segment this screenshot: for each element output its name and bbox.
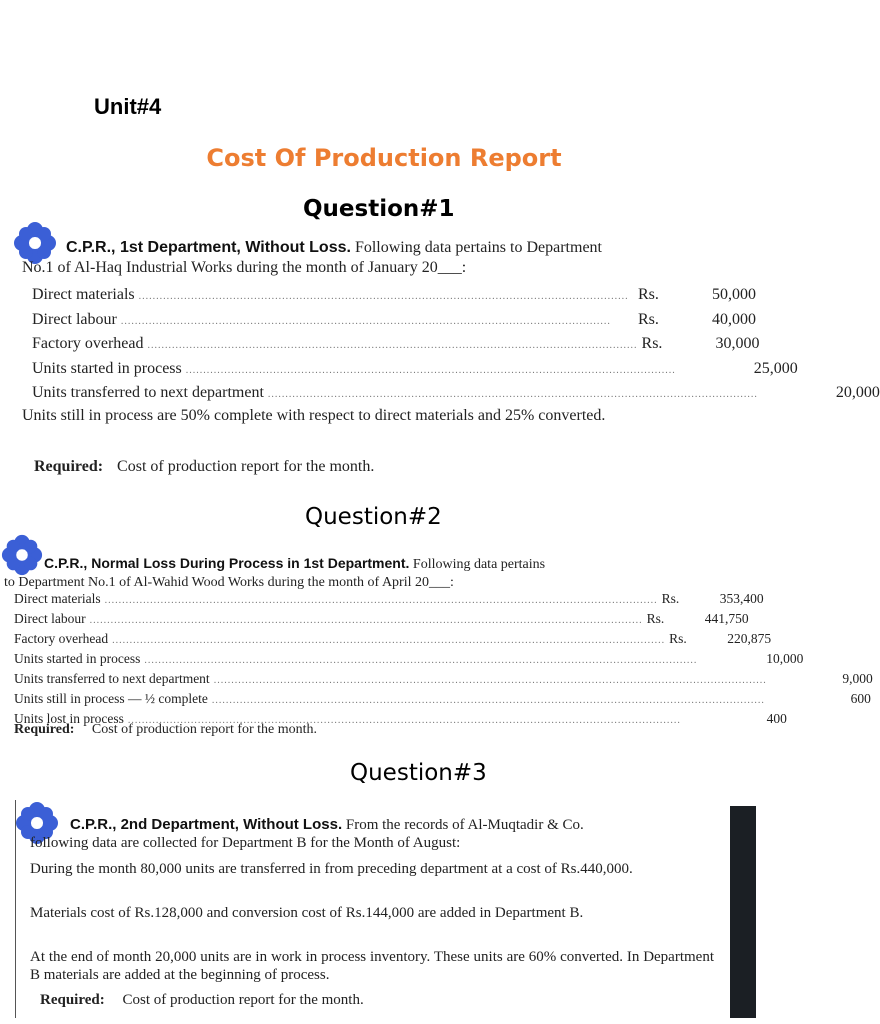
- question-3-lead: [30, 816, 726, 852]
- row-amount: 50,000: [712, 286, 756, 303]
- required-label: Required:: [14, 722, 75, 737]
- table-row: Units lost in process .............................................................................................................................................................. 400: [14, 711, 787, 726]
- row-currency: Rs.: [638, 310, 659, 328]
- row-label: Factory overhead: [32, 335, 144, 352]
- row-label: Direct labour: [32, 310, 117, 328]
- question-1-lead-line2: No.1 of Al-Haq Industrial Works during the month of January 20___:: [22, 259, 467, 276]
- question-3-required: [40, 992, 364, 1009]
- required-text: Cost of production report for the month.: [122, 992, 364, 1008]
- row-amount: 30,000: [715, 335, 760, 352]
- table-row: Direct materials .............................................................................................................................................................. Rs. 353,400: [14, 591, 764, 606]
- question-1-note: Units still in process are 50% complete with respect to direct materials and 25% converted.: [22, 407, 606, 424]
- question-2-title: C.P.R., Normal Loss During Process in 1st Department.: [44, 555, 410, 571]
- question-1-heading: Question#1: [303, 196, 455, 222]
- row-amount: 353,400: [719, 591, 764, 606]
- table-row: Units started in process ............................................................................................................................................ 25,000: [32, 358, 756, 383]
- question-3-paragraph-2: Materials cost of Rs.128,000 and conversion cost of Rs.144,000 are added in Department B.: [30, 905, 584, 921]
- row-amount: 9,000: [842, 671, 873, 686]
- row-amount: 10,000: [766, 651, 804, 666]
- table-row: Units transferred to next department ............................................................................................................................................ 20,000: [32, 382, 756, 407]
- question-3-lead-line2: following data are collected for Department B for the Month of August:: [30, 835, 461, 851]
- row-label: Units transferred to next department: [14, 671, 210, 686]
- table-row: Direct labour ............................................................................................................................................ Rs. 40,000: [32, 309, 756, 334]
- row-amount: 400: [766, 711, 787, 726]
- question-3-paragraph-3: At the end of month 20,000 units are in work in process inventory. These units are 60% converted. In Department B materials are added at the beginning of process.: [30, 949, 714, 983]
- question-1-data-table: [32, 284, 880, 407]
- question-2-lead-line2: to Department No.1 of Al-Wahid Wood Works during the month of April 20___:: [4, 575, 454, 590]
- question-3-title: C.P.R., 2nd Department, Without Loss.: [70, 816, 343, 833]
- question-1-title: C.P.R., 1st Department, Without Loss.: [66, 239, 351, 256]
- required-text: Cost of production report for the month.: [117, 458, 375, 475]
- row-label: Direct materials: [32, 286, 135, 303]
- question-2-data-table: [14, 590, 873, 730]
- row-currency: Rs.: [638, 286, 659, 303]
- question-2-lead-rest: Following data pertains: [412, 557, 546, 572]
- row-amount: 600: [850, 691, 871, 706]
- row-label: Direct labour: [14, 611, 86, 626]
- row-label: Units still in process — ½ complete: [14, 691, 208, 706]
- question-3-heading: Question#3: [350, 760, 487, 786]
- row-amount: 441,750: [704, 611, 749, 626]
- row-amount: 25,000: [753, 359, 798, 377]
- table-row: Units started in process .............................................................................................................................................................. 10,000: [14, 651, 804, 666]
- required-label: Required:: [34, 458, 104, 475]
- scan-edge-shadow: [730, 806, 756, 1018]
- question-1-lead-rest: Following data pertains to Department: [354, 239, 602, 256]
- question-2-required: [14, 722, 317, 738]
- table-row: Direct labour .............................................................................................................................................................. Rs. 441,750: [14, 611, 749, 626]
- question-1-required: [34, 458, 374, 476]
- question-1-lead: [22, 238, 752, 278]
- row-label: Units transferred to next department: [32, 384, 264, 401]
- row-label: Direct materials: [14, 591, 101, 606]
- table-row: Units transferred to next department .............................................................................................................................................................. 9,000: [14, 671, 873, 686]
- row-label: Units started in process: [14, 651, 141, 666]
- row-currency: Rs.: [661, 591, 680, 606]
- required-text: Cost of production report for the month.: [91, 722, 318, 737]
- question-2-lead: [4, 554, 744, 592]
- unit-label: Unit#4: [94, 94, 162, 119]
- question-2-heading: Question#2: [305, 504, 442, 530]
- row-currency: Rs.: [669, 631, 687, 646]
- row-amount: 40,000: [712, 310, 756, 328]
- row-amount: 20,000: [835, 384, 880, 401]
- table-row: Direct materials ............................................................................................................................................ Rs. 50,000: [32, 284, 756, 309]
- row-label: Units started in process: [32, 359, 182, 377]
- row-currency: Rs.: [646, 611, 665, 626]
- row-label: Units lost in process: [14, 711, 124, 726]
- page-title: Cost Of Production Report: [206, 144, 562, 172]
- table-row: Factory overhead ............................................................................................................................................ Rs. 30,000: [32, 333, 756, 358]
- question-3-lead-rest: From the records of Al-Muqtadir & Co.: [345, 817, 584, 833]
- table-row: Factory overhead .............................................................................................................................................................. Rs. 220,875: [14, 631, 772, 646]
- row-amount: 220,875: [727, 631, 772, 646]
- required-label: Required:: [40, 992, 105, 1008]
- row-currency: Rs.: [641, 335, 663, 352]
- question-3-paragraph-1: During the month 80,000 units are transferred in from preceding department at a cost of Rs.440,000.: [30, 861, 633, 877]
- table-row: Units still in process — ½ complete .............................................................................................................................................................. 600: [14, 691, 871, 706]
- row-label: Factory overhead: [14, 631, 109, 646]
